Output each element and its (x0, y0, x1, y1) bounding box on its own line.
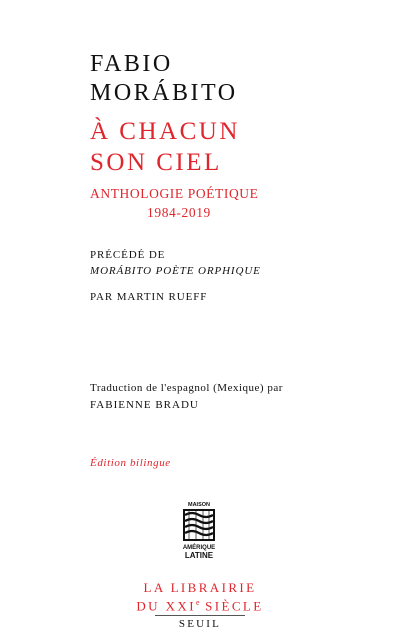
series-line-1: LA LIBRAIRIE (143, 580, 257, 595)
logo-top-text: MAISON (188, 502, 210, 508)
book-title (90, 116, 350, 178)
book-title-line-2: SON CIEL (90, 149, 222, 176)
book-title-line-1: À CHACUN (90, 118, 240, 145)
book-subtitle (90, 184, 350, 222)
series-line-2-suffix: SIÈCLE (199, 598, 264, 614)
translation-line: Traduction de l'espagnol (Mexique) par (90, 382, 283, 394)
translator-name: FABIENNE BRADU (90, 399, 199, 411)
subtitle-years: 1984-2019 (147, 205, 211, 220)
series-line-2-sup: e (195, 598, 200, 607)
translation-credit (90, 380, 350, 414)
preface-essay-title: MORÁBITO POÈTE ORPHIQUE (90, 265, 261, 277)
author-first-name: FABIO (90, 51, 173, 77)
logo-middle-text: AMÉRIQUE (182, 545, 216, 551)
preface-intro: PRÉCÉDÉ DE (90, 249, 166, 261)
series-line-2-prefix: DU XXI (136, 598, 196, 614)
edition-note: Édition bilingue (90, 457, 171, 469)
publisher-imprint (0, 580, 400, 631)
preface-author: PAR MARTIN RUEFF (90, 291, 208, 303)
maison-amerique-latine-logo (174, 500, 224, 566)
logo-bottom-text: LATINE (184, 551, 214, 560)
imprint-divider (155, 615, 245, 616)
author-name (90, 50, 350, 108)
publisher-name: SEUIL (178, 618, 222, 631)
series-name (0, 580, 400, 613)
preface-block (90, 247, 350, 305)
author-last-name: MORÁBITO (90, 80, 238, 106)
series-line-2 (0, 595, 400, 613)
logo-emblem (183, 509, 215, 541)
subtitle-label: ANTHOLOGIE POÉTIQUE (90, 186, 259, 201)
